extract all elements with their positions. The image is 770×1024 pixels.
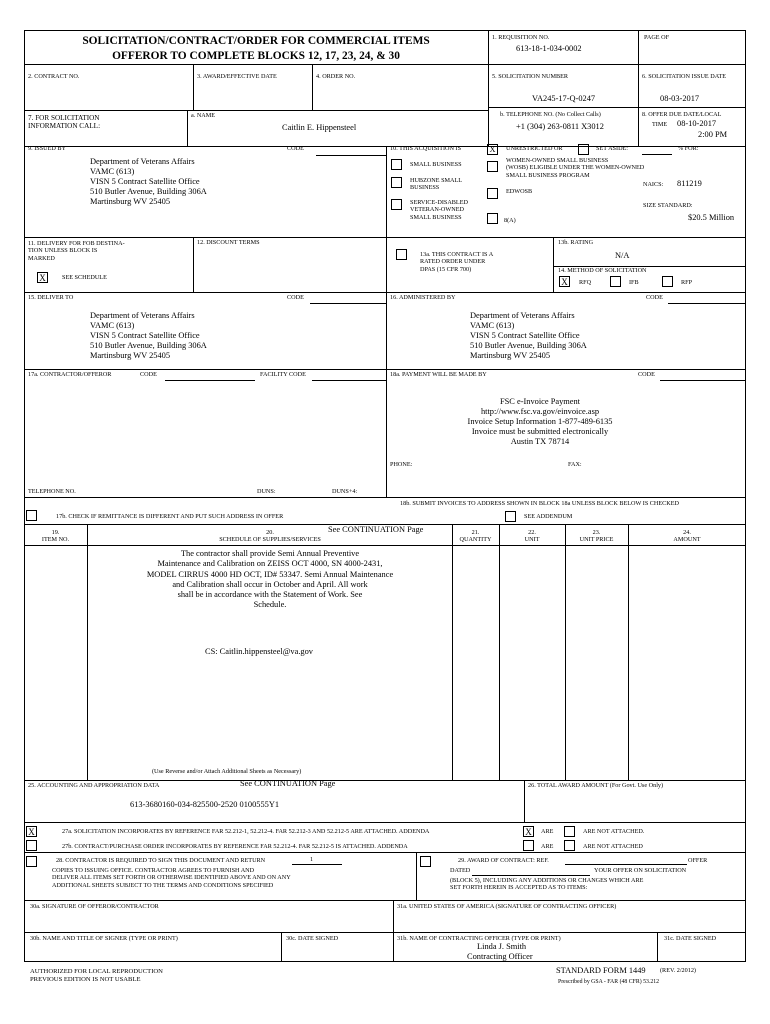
deliver-to-label: 15. DELIVER TO — [28, 294, 74, 301]
time-label: TIME — [652, 121, 668, 128]
fax-label: FAX: — [568, 461, 582, 468]
31c-label: 31c. DATE SIGNED — [664, 935, 717, 942]
offer-due-date: 08-10-2017 — [677, 119, 717, 128]
rfq-checkbox[interactable]: X — [559, 276, 570, 287]
facility-code-label: FACILITY CODE — [260, 371, 306, 378]
block29-text-a: 29. AWARD OF CONTRACT: REF. — [458, 857, 549, 864]
see-schedule-checkbox[interactable]: X — [37, 272, 48, 283]
col-item-no: 19. ITEM NO. — [41, 529, 70, 544]
contracting-officer-name: Linda J. Smith — [477, 942, 527, 951]
wosb-label: WOMEN-OWNED SMALL BUSINESS (WOSB) ELIGIBLE UNDER THE WOMEN-OWNED SMALL BUSINESS PROGRAM — [506, 157, 645, 179]
27b-are-checkbox[interactable] — [523, 840, 534, 851]
accounting-data: 613-3680160-034-825500-2520 0100555Y1 — [130, 800, 280, 809]
edwosb-label: EDWOSB — [506, 188, 533, 195]
duns4-label: DUNS+4: — [332, 488, 358, 495]
form-title: SOLICITATION/CONTRACT/ORDER FOR COMMERCIAL ITEMS OFFEROR TO COMPLETE BLOCKS 12, 17, 23, 24, & 30 — [82, 35, 430, 62]
set-aside-checkbox[interactable] — [578, 144, 589, 155]
rfq-label: RFQ — [579, 279, 592, 286]
30b-label: 30b. NAME AND TITLE OF SIGNER (TYPE OR PRINT) — [30, 935, 178, 942]
27b-checkbox[interactable] — [26, 840, 37, 851]
size-standard-label: SIZE STANDARD: — [643, 202, 693, 209]
solicitation-date-label: 6. SOLICITATION ISSUE DATE — [642, 73, 727, 80]
contact-name: Caitlin E. Hippensteel — [282, 123, 357, 132]
small-business-label: SMALL BUSINESS — [410, 161, 462, 168]
27a-label: 27a. SOLICITATION INCORPORATES BY REFERENCE FAR 52.212-1, 52.212-4. FAR 52.212-3 AND 52.212-5 ARE ATTACHED. ADDENDA — [62, 828, 430, 835]
for-solicitation-label: 7. FOR SOLICITATION INFORMATION CALL: — [28, 114, 101, 131]
small-business-checkbox[interactable] — [391, 159, 402, 170]
schedule-description: The contractor shall provide Semi Annual Preventive Maintenance and Calibration on ZEISS OCT 4000, SN 4000-2431, MODEL CIRRUS 4000 HD OCT, ID# 53347. Semi Annual Maintenance and Calibration shall occur in October and April. All work shall be in accordance with the Statement of Work. See Schedule. — [146, 549, 394, 610]
size-standard-value: $20.5 Million — [688, 213, 735, 222]
sdvosb-checkbox[interactable] — [391, 199, 402, 210]
27b-label: 27b. CONTRACT/PURCHASE ORDER INCORPORATES BY REFERENCE FAR 52.212-4. FAR 52.212-5 IS ATTACHED. ADDENDA — [62, 843, 408, 850]
requisition-number: 613-18-1-034-0002 — [516, 44, 582, 53]
block29-dated: DATED — [450, 867, 471, 874]
submit-invoices-label: 18b. SUBMIT INVOICES TO ADDRESS SHOWN IN BLOCK 18a UNLESS BLOCK BELOW IS CHECKED — [400, 500, 680, 507]
ifb-checkbox[interactable] — [610, 276, 621, 287]
telephone-number: +1 (304) 263-0811 X3012 — [516, 122, 604, 131]
schedule-continuation-note: See CONTINUATION Page — [328, 525, 424, 534]
award-date-label: 3. AWARD/EFFECTIVE DATE — [197, 73, 277, 80]
col-quantity: 21. QUANTITY — [459, 529, 492, 544]
27b-are-not-label: ARE NOT ATTACHED — [583, 843, 643, 850]
prescribed-label: Prescribed by GSA - FAR (48 CFR) 53.212 — [558, 979, 660, 985]
acquisition-label: 10. THIS ACQUISITION IS — [390, 145, 462, 152]
solicitation-number-label: 5. SOLICITATION NUMBER — [492, 73, 568, 80]
block29-offer: OFFER — [688, 857, 708, 864]
phone-label: PHONE: — [390, 461, 413, 468]
telephone-no-label: TELEPHONE NO. — [28, 488, 76, 495]
discount-terms-label: 12. DISCOUNT TERMS — [197, 239, 260, 246]
ifb-label: IFB — [629, 279, 639, 286]
col-unit: 22. UNIT — [524, 529, 540, 544]
naics-label: NAICS: — [643, 181, 664, 188]
27a-checkbox[interactable]: X — [26, 826, 37, 837]
block28-text-a: 28. CONTRACTOR IS REQUIRED TO SIGN THIS DOCUMENT AND RETURN — [56, 857, 266, 864]
reverse-note: (Use Reverse and/or Attach Additional Sheets as Necessary) — [152, 768, 302, 775]
contract-no-label: 2. CONTRACT NO. — [28, 73, 80, 80]
issued-code-label: CODE — [287, 145, 304, 152]
issued-by-address: Department of Veterans Affairs VAMC (613) VISN 5 Contract Satellite Office 510 Butler Avenue, Building 306A Martinsburg WV 25405 — [90, 157, 207, 206]
order-no-label: 4. ORDER NO. — [316, 73, 356, 80]
solicitation-date: 08-03-2017 — [660, 94, 700, 103]
8a-checkbox[interactable] — [487, 213, 498, 224]
payment-label: 18a. PAYMENT WILL BE MADE BY — [390, 371, 487, 378]
addendum-checkbox[interactable] — [505, 511, 516, 522]
offer-due-time: 2:00 PM — [698, 130, 728, 139]
sdvosb-label: SERVICE-DISABLED VETERAN-OWNED SMALL BUSINESS — [410, 199, 468, 221]
see-addendum-label: SEE ADDENDUM — [524, 513, 573, 520]
8a-label: 8(A) — [504, 217, 516, 224]
27a-are-label: ARE — [541, 828, 554, 835]
27b-are-not-checkbox[interactable] — [564, 840, 575, 851]
27a-are-checkbox[interactable]: X — [523, 826, 534, 837]
rating-value: N/A — [615, 251, 630, 260]
set-aside-label: SET ASIDE: — [596, 145, 629, 152]
administered-by-label: 16. ADMINISTERED BY — [390, 294, 456, 301]
block29-checkbox[interactable] — [420, 856, 431, 867]
rfp-label: RFP — [681, 279, 693, 286]
30a-label: 30a. SIGNATURE OF OFFEROR/CONTRACTOR — [30, 903, 159, 910]
see-schedule-label: SEE SCHEDULE — [62, 274, 107, 281]
col-amount: 24. AMOUNT — [673, 529, 701, 544]
hubzone-checkbox[interactable] — [391, 177, 402, 188]
accounting-label: 25. ACCOUNTING AND APPROPRIATION DATA — [28, 782, 160, 789]
31a-label: 31a. UNITED STATES OF AMERICA (SIGNATURE OF CONTRACTING OFFICER) — [397, 903, 617, 910]
percent-for-label: % FOR: — [678, 145, 699, 152]
block29-your-offer: YOUR OFFER ON SOLICITATION — [594, 867, 687, 874]
contracting-officer-title: Contracting Officer — [467, 952, 533, 961]
page-of-label: PAGE OF — [644, 34, 670, 41]
telephone-label: b. TELEPHONE NO. (No Collect Calls) — [500, 111, 601, 118]
contractor-label: 17a. CONTRACTOR/OFFEROR — [28, 371, 112, 378]
solicitation-number: VA245-17-Q-0247 — [532, 94, 596, 103]
30c-label: 30c. DATE SIGNED — [286, 935, 339, 942]
block28-checkbox[interactable] — [26, 856, 37, 867]
remittance-checkbox[interactable] — [26, 510, 37, 521]
remittance-label: 17b. CHECK IF REMITTANCE IS DIFFERENT AND PUT SUCH ADDRESS IN OFFER — [56, 513, 284, 520]
block29-text-b: (BLOCK 5), INCLUDING ANY ADDITIONS OR CHANGES WHICH ARE SET FORTH HEREIN IS ACCEPTED AS TO ITEMS: — [450, 877, 644, 892]
requisition-label: 1. REQUISITION NO. — [492, 34, 550, 41]
method-label: 14. METHOD OF SOLICITATION — [558, 267, 647, 274]
unrestricted-checkbox[interactable]: X — [487, 144, 498, 155]
payment-code-label: CODE — [638, 371, 655, 378]
accounting-continuation-note: See CONTINUATION Page — [240, 779, 336, 788]
naics-value: 811219 — [677, 179, 702, 188]
rated-order-checkbox[interactable] — [396, 249, 407, 260]
duns-label: DUNS: — [257, 488, 276, 495]
contractor-code-label: CODE — [140, 371, 157, 378]
edwosb-checkbox[interactable] — [487, 188, 498, 199]
unrestricted-label: UNRESTRICTED OR — [506, 145, 563, 152]
payment-address: FSC e-Invoice Payment http://www.fsc.va.gov/einvoice.asp Invoice Setup Information 1-877-489-6135 Invoice must be submitted electronically Austin TX 78714 — [467, 397, 613, 446]
total-award-label: 26. TOTAL AWARD AMOUNT (For Govt. Use Only) — [528, 782, 664, 789]
administered-by-address: Department of Veterans Affairs VAMC (613) VISN 5 Contract Satellite Office 510 Butler Avenue, Building 306A Martinsburg WV 25405 — [470, 311, 587, 360]
deliver-to-address: Department of Veterans Affairs VAMC (613) VISN 5 Contract Satellite Office 510 Butler Avenue, Building 306A Martinsburg WV 25405 — [90, 311, 207, 360]
27b-are-label: ARE — [541, 843, 554, 850]
rating-label: 13b. RATING — [558, 239, 594, 246]
27a-are-not-checkbox[interactable] — [564, 826, 575, 837]
deliver-code-label: CODE — [287, 294, 304, 301]
revision-label: (REV. 2/2012) — [660, 967, 696, 974]
wosb-checkbox[interactable] — [487, 161, 498, 172]
rfp-checkbox[interactable] — [662, 276, 673, 287]
31b-label: 31b. NAME OF CONTRACTING OFFICER (TYPE OR PRINT) — [397, 935, 561, 942]
footer-reproduction-note: AUTHORIZED FOR LOCAL REPRODUCTION PREVIOUS EDITION IS NOT USABLE — [30, 968, 163, 983]
col-unit-price: 23. UNIT PRICE — [579, 529, 614, 544]
rated-order-label: 13a. THIS CONTRACT IS A RATED ORDER UNDER DPAS (15 CFR 700) — [420, 251, 494, 273]
block28-text-b: COPIES TO ISSUING OFFICE. CONTRACTOR AGREES TO FURNISH AND DELIVER ALL ITEMS SET FORTH OR OTHERWISE IDENTIFIED ABOVE AND ON ANY ADDITIONAL SHEETS SUBJECT TO THE TERMS AND CONDITIONS SPECIFIED — [52, 867, 291, 889]
delivery-fob-label: 11. DELIVERY FOR FOB DESTINA- TION UNLESS BLOCK IS MARKED — [28, 240, 125, 262]
admin-code-label: CODE — [646, 294, 663, 301]
col-schedule: 20. SCHEDULE OF SUPPLIES/SERVICES — [219, 529, 321, 544]
hubzone-label: HUBZONE SMALL BUSINESS — [410, 177, 463, 192]
issued-by-label: 9. ISSUED BY — [28, 145, 66, 152]
offer-due-label: 8. OFFER DUE DATE/LOCAL — [642, 111, 722, 118]
standard-form-label: STANDARD FORM 1449 — [556, 966, 646, 975]
block28-copies: 1 — [310, 856, 314, 863]
name-label: a. NAME — [191, 112, 216, 119]
contact-email: CS: Caitlin.hippensteel@va.gov — [205, 647, 313, 656]
27a-are-not-label: ARE NOT ATTACHED. — [583, 828, 645, 835]
